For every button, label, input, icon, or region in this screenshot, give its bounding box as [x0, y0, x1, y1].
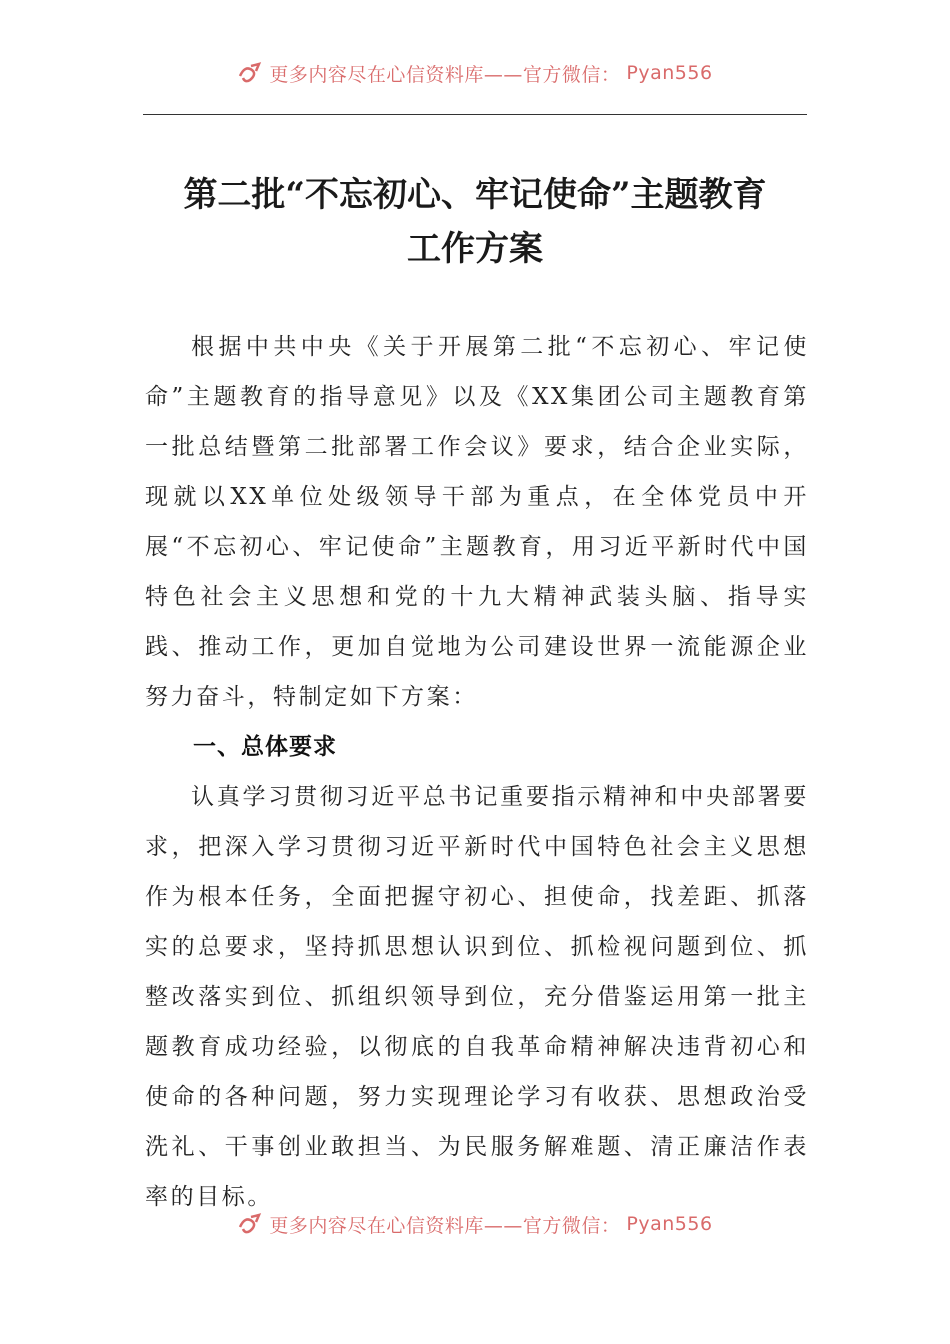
watermark-handle: Pyan556 — [626, 62, 713, 84]
section-paragraph: 认真学习贯彻习近平总书记重要指示精神和中央部署要求，把深入学习贯彻习近平新时代中国特色社会主义思想作为根本任务，全面把握守初心、担使命，找差距、抓落实的总要求，坚持抓思想认识到位、抓检视问题到位、抓整改落实到位、抓组织领导到位，充分借鉴运用第一批主题教育成功经验，以彻底的自我革命精神解决违背初心和使命的各种问题，努力实现理论学习有收获、思想政治受洗礼、干事创业敢担当、为民服务解难题、清正廉洁作表率的目标。 — [145, 784, 809, 1210]
header-divider — [143, 114, 807, 115]
footer-watermark — [0, 1207, 950, 1241]
document-body — [145, 322, 809, 1222]
watermark-text: 更多内容尽在心信资料库——官方微信： — [269, 1214, 621, 1237]
watermark-handle: Pyan556 — [626, 1213, 713, 1235]
brand-logo-icon — [237, 62, 263, 84]
document-title — [130, 168, 820, 276]
intro-paragraph: 根据中共中央《关于开展第二批“不忘初心、牢记使命”主题教育的指导意见》以及《XX集团公司主题教育第一批总结暨第二批部署工作会议》要求，结合企业实际，现就以XX单位处级领导干部为重点，在全体党员中开展“不忘初心、牢记使命”主题教育，用习近平新时代中国特色社会主义思想和党的十九大精神武装头脑、指导实践、推动工作，更加自觉地为公司建设世界一流能源企业努力奋斗，特制定如下方案： — [145, 334, 809, 710]
title-line-2: 工作方案 — [407, 229, 543, 269]
title-line-1: 第二批“不忘初心、牢记使命”主题教育 — [183, 175, 767, 215]
header-watermark — [0, 56, 950, 90]
watermark-text: 更多内容尽在心信资料库——官方微信： — [269, 63, 621, 86]
section-heading-general-requirements: 一、总体要求 — [193, 734, 337, 760]
brand-logo-icon — [237, 1213, 263, 1235]
